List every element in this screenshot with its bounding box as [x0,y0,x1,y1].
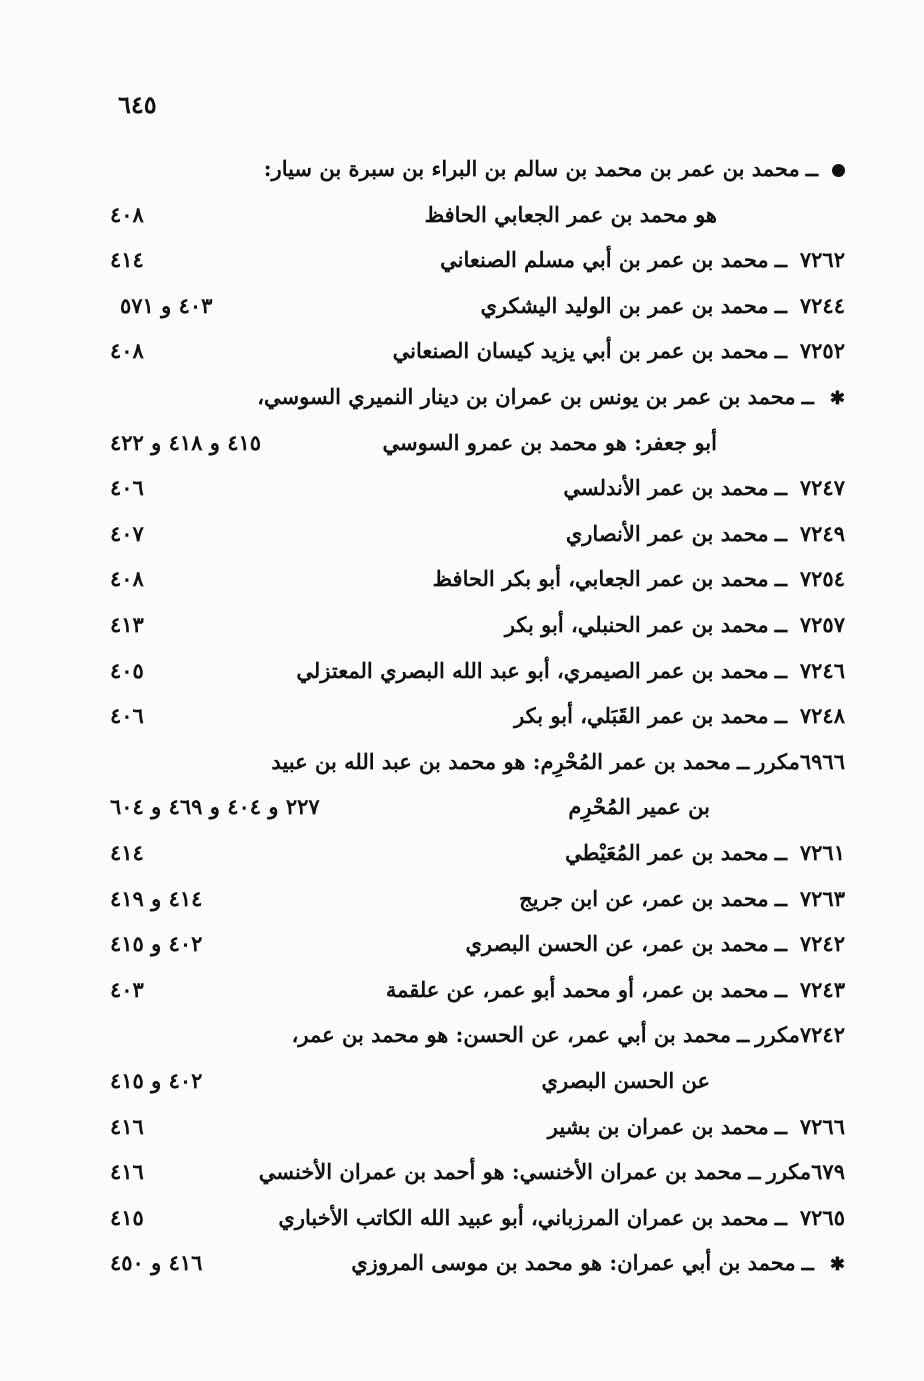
entry-name: محمد بن عمر، عن الحسن البصري [465,931,769,956]
entry-name: محمد بن عمر، عن ابن جريج [519,886,769,911]
entry-dash: ــ [774,658,787,683]
entry-pages: ٤٠٦ [110,703,144,728]
index-entry [110,740,845,784]
entry-name: محمد بن عمر الجعابي، أبو بكر الحافظ [432,566,769,591]
entry-name: محمد بن عمر الحنبلي، أبو بكر [504,612,769,637]
entry-dash: ــ [748,1159,761,1184]
entry-pages: ٤٠٦ [110,475,144,500]
entry-name: محمد بن عمران المرزباني، أبو عبيد الله الكاتب الأخباري [278,1205,769,1230]
index-entry [110,1059,845,1103]
index-entry [110,1196,845,1240]
entry-name: محمد بن عمر القَبَلي، أبو بكر [514,703,769,728]
index-entry [110,877,845,921]
entry-number: ٧٢٦٥ [799,1205,845,1230]
bullet-icon [832,164,845,177]
entry-name: محمد بن عمران بن بشير [547,1114,769,1139]
entry-name: عن الحسن البصري [541,1068,710,1093]
index-entry [110,238,845,282]
entry-dash: ــ [774,886,787,911]
entry-dash: ــ [774,840,787,865]
entry-name: محمد بن عمر المُحْرِم: هو محمد بن عبد الله بن عبيد [271,749,731,774]
index-entry [110,694,845,738]
entry-number: ٧٢٤٦ [799,658,845,683]
entry-name: محمد بن عمر الصيمري، أبو عبد الله البصري المعتزلي [296,658,769,683]
index-entry [110,466,845,510]
entry-dash: ــ [774,475,787,500]
entry-dash: ــ [774,1205,787,1230]
entry-pages: ٤٠٧ [110,521,144,546]
index-entry [110,649,845,693]
entry-dash: ــ [805,156,818,181]
index-entry [110,831,845,875]
entry-dash: ــ [774,338,787,363]
entry-number: ٧٢٤٧ [799,475,845,500]
entry-pages: ٤٠٣ و ٥٧١ [120,293,213,318]
entry-pages: ٤١٣ [110,612,144,637]
entry-number: ٧٢٦٣ [799,886,845,911]
entry-pages: ٤٠٨ [110,202,144,227]
entry-pages: ٤٠٢ و ٤١٥ [110,1068,203,1093]
entry-number: ٧٢٥٧ [799,612,845,637]
entry-name: محمد بن عمر بن يونس بن عمران بن دينار النميري السوسي، [257,384,796,409]
entry-name: محمد بن عمران الأخنسي: هو أحمد بن عمران الأخنسي [258,1159,743,1184]
entry-number: ٧٢٤٢مكرر [755,1022,845,1047]
entry-dash: ــ [801,384,814,409]
entry-name: محمد بن عمر بن أبي مسلم الصنعاني [440,247,769,272]
index-entry [110,1241,845,1285]
entry-pages: ٤١٤ [110,247,144,272]
entry-dash: ــ [774,931,787,956]
entry-name: محمد بن عمر الأندلسي [563,475,769,500]
asterisk-icon: ✱ [829,1254,845,1275]
entry-number: ٧٢٤٣ [799,977,845,1002]
entry-dash: ــ [736,1022,750,1047]
entry-number: ٧٢٤٢ [799,931,845,956]
entry-name: محمد بن عمر بن الوليد اليشكري [480,293,769,318]
entry-dash: ــ [774,293,787,318]
entry-pages: ٤٠٣ [110,977,144,1002]
entry-name: محمد بن أبي عمر، عن الحسن: هو محمد بن عمر، [291,1022,731,1047]
entry-name: أبو جعفر: هو محمد بن عمرو السوسي [382,430,717,455]
entry-number: ٦٩٦٦مكرر [755,749,845,774]
index-entry [110,375,845,419]
index-entry [110,603,845,647]
entry-pages: ٤٠٨ [110,566,144,591]
index-entry [110,421,845,465]
index-entry [110,968,845,1012]
entry-name: محمد بن أبي عمران: هو محمد بن موسى المروزي [351,1250,796,1275]
entry-name: محمد بن عمر الأنصاري [565,521,769,546]
index-entry [110,284,845,328]
entry-pages: ٤١٥ [110,1205,144,1230]
entry-pages: ٤١٤ و ٤١٩ [110,886,203,911]
index-entry [110,512,845,556]
index-entry [110,922,845,966]
index-entry [110,329,845,373]
entry-name: بن عمير المُحْرِم [568,794,710,819]
entry-dash: ــ [774,247,787,272]
entry-number: ٧٢٦١ [799,840,845,865]
entry-number: ٧٢٦٢ [799,247,845,272]
index-entry [110,147,845,191]
entry-pages: ٤٠٥ [110,658,144,683]
entry-number: ٧٢٥٢ [799,338,845,363]
entry-name: محمد بن عمر، أو محمد أبو عمر، عن علقمة [385,977,769,1002]
entry-pages: ٤٠٨ [110,338,144,363]
entry-name: هو محمد بن عمر الجعابي الحافظ [424,202,717,227]
index-entry [110,1150,845,1194]
entry-number: ٧٢٤٨ [799,703,845,728]
entry-pages: ٤١٥ و ٤١٨ و ٤٢٢ [110,430,262,455]
entry-pages: ٤١٦ [110,1159,144,1184]
index-entry [110,1105,845,1149]
entry-dash: ــ [801,1250,814,1275]
index-entry [110,1013,845,1057]
entry-pages: ٤١٦ [110,1114,144,1139]
entry-pages: ٤٠٢ و ٤١٥ [110,931,203,956]
entry-dash: ــ [774,521,787,546]
entry-pages: ٤١٤ [110,840,144,865]
entry-dash: ــ [774,977,787,1002]
entry-number: ٦٧٩مكرر [766,1159,845,1184]
entry-number: ٧٢٥٤ [799,566,845,591]
index-entry [110,557,845,601]
entry-dash: ــ [774,566,787,591]
entry-pages: ٤١٦ و ٤٥٠ [110,1250,203,1275]
entry-dash: ــ [774,612,787,637]
entry-pages: ٢٢٧ و ٤٠٤ و ٤٦٩ و ٦٠٤ [110,794,320,819]
entry-name: محمد بن عمر بن أبي يزيد كيسان الصنعاني [392,338,769,363]
entry-dash: ــ [736,749,750,774]
entry-dash: ــ [774,703,787,728]
index-entry [110,785,845,829]
entry-name: محمد بن عمر بن محمد بن سالم بن البراء بن سبرة بن سيار: [263,156,800,181]
asterisk-icon: ✱ [829,388,845,409]
index-entry [110,193,845,237]
entry-number: ٧٢٦٦ [799,1114,845,1139]
page-number: ٦٤٥ [118,90,157,119]
entry-number: ٧٢٤٤ [799,293,845,318]
entry-number: ٧٢٤٩ [799,521,845,546]
entry-dash: ــ [774,1114,787,1139]
entry-name: محمد بن عمر المُعَيْطي [565,840,769,865]
